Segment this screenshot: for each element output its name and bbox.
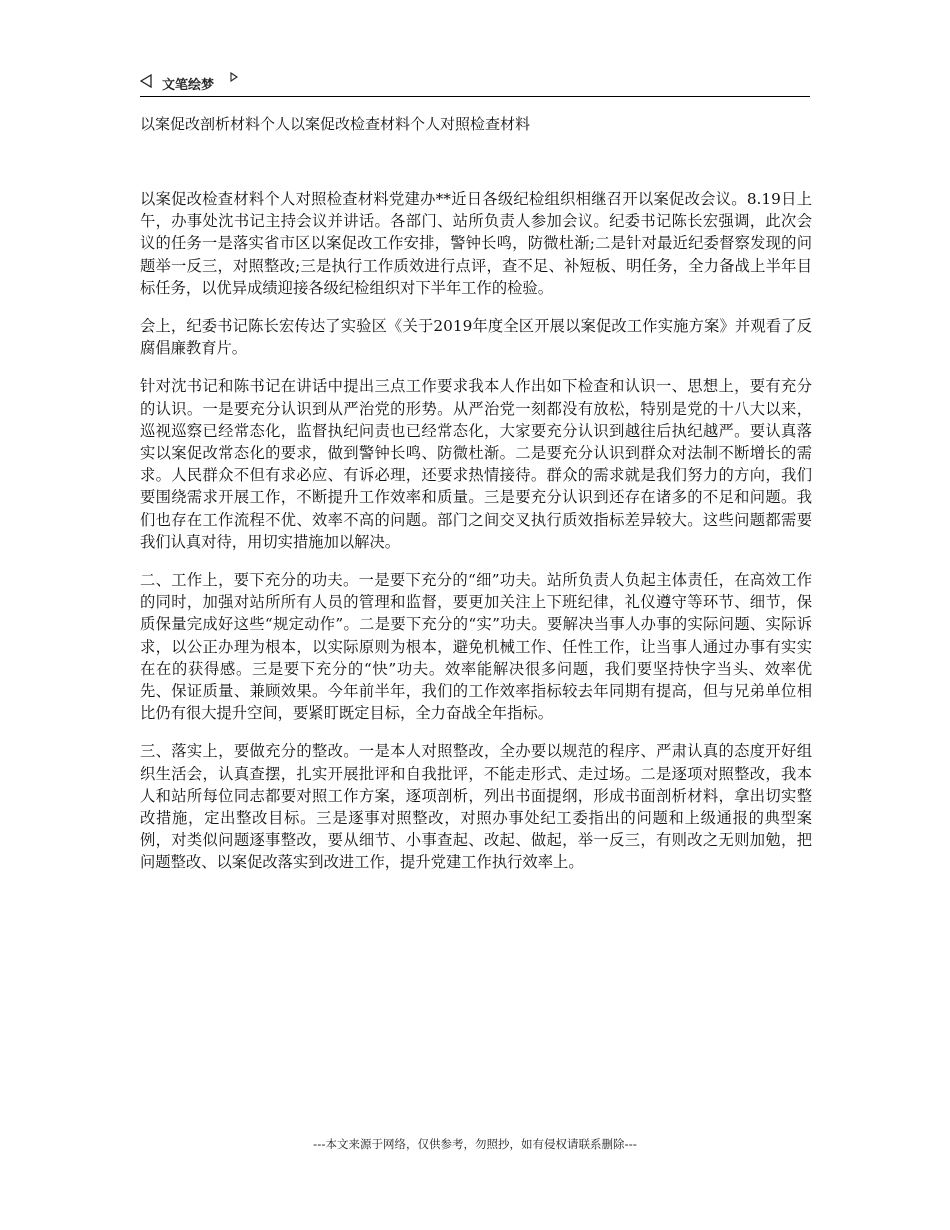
brand-name: 文笔绘梦 [162,78,215,93]
paragraph: 针对沈书记和陈书记在讲话中提出三点工作要求我本人作出如下检查和认识一、思想上，要有充分的认识。一是要充分认识到从严治党的形势。从严治党一刻都没有放松，特别是党的十八大以来，巡视巡察已经常态化，监督执纪问责也已经常态化，大家要充分认识到越往后执纪越严。要认真落实以案促改常态化的要求，做到警钟长鸣、防微杜渐。二是要充分认识到群众对法制不断增长的需求。人民群众不但有求必应、有诉必理，还要求热情接待。群众的需求就是我们努力的方向，我们要围绕需求开展工作，不断提升工作效率和质量。三是要充分认识到还存在诸多的不足和问题。我们也存在工作流程不优、效率不高的问题。部门之间交叉执行质效指标差异较大。这些问题都需要我们认真对待，用切实措施加以解决。 [140,377,812,551]
paragraph: 二、工作上，要下充分的功夫。一是要下充分的“细”功夫。站所负责人负起主体责任，在高效工作的同时，加强对站所所有人员的管理和监督，要更加关注上下班纪律，礼仪遵守等环节、细节，保质保量完成好这些“规定动作”。二是要下充分的“实”功夫。要解决当事人办事的实际问题、实际诉求，以公正办理为根本，以实际原则为根本，避免机械工作、任性工作，让当事人通过办事有实实在在的获得感。三是要下充分的“快”功夫。效率能解决很多问题，我们要坚持快字当头、效率优先、保证质量、兼顾效果。今年前半年，我们的工作效率指标较去年同期有提高，但与兄弟单位相比仍有很大提升空间，要紧盯既定目标，全力奋战全年指标。 [140,571,812,723]
page-header [140,72,810,97]
document-body [140,188,812,890]
paragraph: 三、落实上，要做充分的整改。一是本人对照整改，全办要以规范的程序、严肃认真的态度开好组织生活会，认真查摆，扎实开展批评和自我批评，不能走形式、走过场。二是逐项对照整改，我本人和站所每位同志都要对照工作方案，逐项剖析，列出书面提纲，形成书面剖析材料，拿出切实整改措施，定出整改目标。三是逐事对照整改，对照办事处纪工委指出的问题和上级通报的典型案例，对类似问题逐事整改，要从细节、小事查起、改起、做起，举一反三，有则改之无则加勉，把问题整改、以案促改落实到改进工作，提升党建工作执行效率上。 [140,742,812,872]
footer-notice: ---本文来源于网络，仅供参考，勿照抄，如有侵权请联系删除--- [313,1137,637,1151]
document-title: 以案促改剖析材料个人以案促改检查材料个人对照检查材料 [140,115,531,133]
triangle-left-icon [140,74,152,88]
paragraph: 会上，纪委书记陈长宏传达了实验区《关于2019年度全区开展以案促改工作实施方案》并观看了反腐倡廉教育片。 [140,317,812,358]
paragraph: 以案促改检查材料个人对照检查材料党建办**近日各级纪检组织相继召开以案促改会议。8.19日上午，办事处沈书记主持会议并讲话。各部门、站所负责人参加会议。纪委书记陈长宏强调，此次会议的任务一是落实省市区以案促改工作安排，警钟长鸣，防微杜渐;二是针对最近纪委督察发现的问题举一反三，对照整改;三是执行工作质效进行点评，查不足、补短板、明任务，全力备战上半年目标任务，以优异成绩迎接各级纪检组织对下半年工作的检验。 [140,190,812,297]
triangle-right-icon [230,72,238,82]
